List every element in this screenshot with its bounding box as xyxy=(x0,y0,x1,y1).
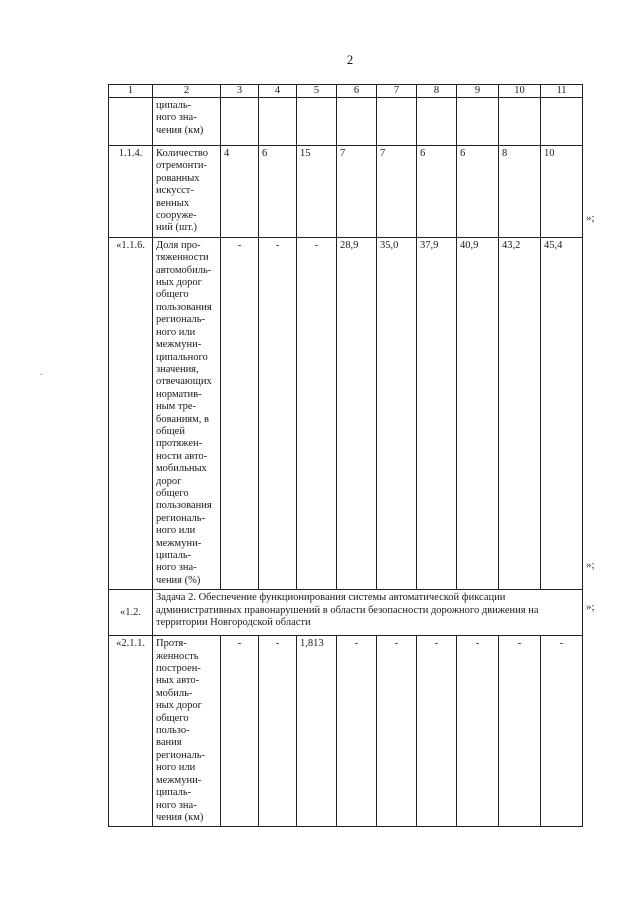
value-cell xyxy=(457,98,499,146)
row-code: «1.2. xyxy=(109,590,153,636)
value-cell: 7 xyxy=(377,146,417,238)
row-closing-quote: »; xyxy=(586,559,595,571)
column-number: 11 xyxy=(541,85,583,98)
table-row xyxy=(109,590,583,636)
value-cell: - xyxy=(499,636,541,827)
row-label: Количество отремонти- рованных искусст- венных сооруже- ний (шт.) xyxy=(153,146,221,238)
value-cell: 6 xyxy=(259,146,297,238)
row-closing-quote: »; xyxy=(586,212,595,224)
value-cell: - xyxy=(259,636,297,827)
task-heading: Задача 2. Обеспечение функционирования системы автоматической фиксации административных правонарушений в области безопасности дорожного движения на территории Новгородской области xyxy=(153,590,583,636)
value-cell: 10 xyxy=(541,146,583,238)
column-number-row xyxy=(109,85,583,98)
value-cell xyxy=(541,98,583,146)
row-label: Доля про- тяженности автомобиль- ных дорог общего пользования региональ- ного или межмуни- ципального значения, отвечающих норматив- ным тре- бованиям, в общей протяжен- ности авто- мобильных дорог общего пользования региональ- ного или межмуни- ципаль- ного зна- чения (%) xyxy=(153,237,221,589)
column-number: 7 xyxy=(377,85,417,98)
table-row xyxy=(109,98,583,146)
row-code xyxy=(109,98,153,146)
row-code: «2.1.1. xyxy=(109,636,153,827)
value-cell: - xyxy=(221,636,259,827)
column-number: 6 xyxy=(337,85,377,98)
value-cell: - xyxy=(377,636,417,827)
value-cell: 7 xyxy=(337,146,377,238)
value-cell xyxy=(417,98,457,146)
value-cell: 4 xyxy=(221,146,259,238)
scan-speck: ˇ xyxy=(40,372,43,382)
value-cell: - xyxy=(297,237,337,589)
value-cell: 1,813 xyxy=(297,636,337,827)
value-cell: 45,4 xyxy=(541,237,583,589)
value-cell xyxy=(377,98,417,146)
value-cell xyxy=(259,98,297,146)
value-cell xyxy=(297,98,337,146)
value-cell: - xyxy=(541,636,583,827)
column-number: 9 xyxy=(457,85,499,98)
table-row xyxy=(109,237,583,589)
value-cell xyxy=(221,98,259,146)
column-number: 3 xyxy=(221,85,259,98)
value-cell xyxy=(499,98,541,146)
value-cell: 28,9 xyxy=(337,237,377,589)
value-cell: 6 xyxy=(457,146,499,238)
value-cell: - xyxy=(417,636,457,827)
row-label: ципаль- ного зна- чения (км) xyxy=(153,98,221,146)
value-cell: - xyxy=(337,636,377,827)
value-cell: 43,2 xyxy=(499,237,541,589)
value-cell: - xyxy=(259,237,297,589)
row-code: «1.1.6. xyxy=(109,237,153,589)
table-row xyxy=(109,636,583,827)
value-cell: 40,9 xyxy=(457,237,499,589)
value-cell: 37,9 xyxy=(417,237,457,589)
value-cell: - xyxy=(457,636,499,827)
value-cell: 35,0 xyxy=(377,237,417,589)
column-number: 10 xyxy=(499,85,541,98)
value-cell: 6 xyxy=(417,146,457,238)
row-code: 1.1.4. xyxy=(109,146,153,238)
value-cell: 8 xyxy=(499,146,541,238)
column-number: 4 xyxy=(259,85,297,98)
value-cell: - xyxy=(221,237,259,589)
row-closing-quote: »; xyxy=(586,601,595,613)
column-number: 2 xyxy=(153,85,221,98)
column-number: 5 xyxy=(297,85,337,98)
column-number: 8 xyxy=(417,85,457,98)
value-cell xyxy=(337,98,377,146)
table-row xyxy=(109,146,583,238)
indicator-table xyxy=(108,84,583,827)
value-cell: 15 xyxy=(297,146,337,238)
column-number: 1 xyxy=(109,85,153,98)
page-number: 2 xyxy=(346,52,354,67)
row-label: Протя- женность построен- ных авто- мобиль- ных дорог общего пользо- вания региональ- ного или межмуни- ципаль- ного зна- чения (км) xyxy=(153,636,221,827)
